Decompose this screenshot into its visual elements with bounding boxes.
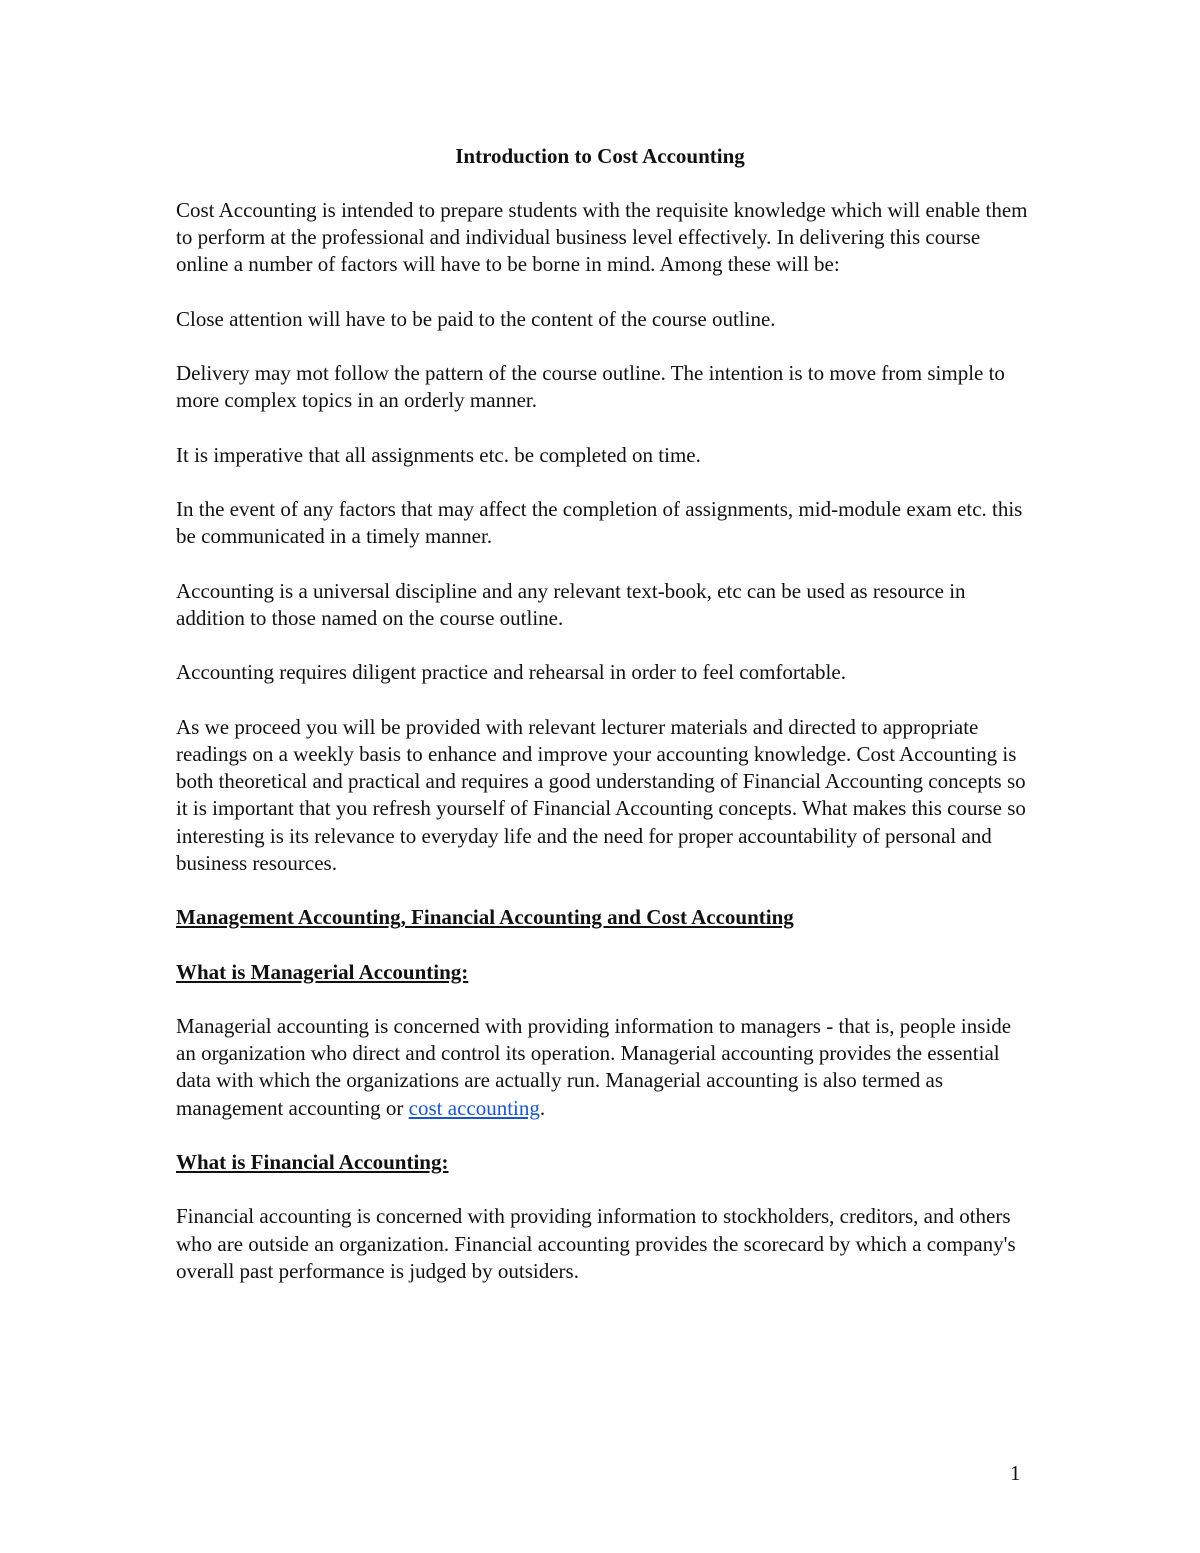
- section-heading: Management Accounting, Financial Accounting and Cost Accounting: [176, 905, 794, 930]
- document-body: [176, 197, 1036, 1312]
- managerial-heading: What is Managerial Accounting:: [176, 959, 469, 984]
- point-paragraph: Accounting requires diligent practice and rehearsal in order to feel comfortable.: [176, 660, 846, 685]
- document-title: Introduction to Cost Accounting: [455, 144, 745, 168]
- managerial-paragraph: [176, 1013, 1036, 1122]
- cost-accounting-link[interactable]: cost accounting: [408, 1095, 540, 1120]
- managerial-text-end: .: [539, 1095, 546, 1120]
- financial-paragraph: Financial accounting is concerned with providing information to stockholders, creditors, and others who are outside an organization. Financial accounting provides the scorecard by which a company's overall past performance is judged by outsiders.: [176, 1204, 1016, 1283]
- point-paragraph: Accounting is a universal discipline and any relevant text-book, etc can be used as resource in addition to those named on the course outline.: [176, 578, 966, 630]
- intro-paragraph: Cost Accounting is intended to prepare students with the requisite knowledge which will enable them to perform at the professional and individual business level effectively. In delivering this course online a number of factors will have to be borne in mind. Among these will be:: [176, 198, 1028, 277]
- point-paragraph: Close attention will have to be paid to the content of the course outline.: [176, 306, 776, 331]
- page-number: 1: [1010, 1461, 1021, 1485]
- closing-paragraph: As we proceed you will be provided with relevant lecturer materials and directed to appropriate readings on a weekly basis to enhance and improve your accounting knowledge. Cost Accounting is both theoretical and practical and requires a good understanding of Financial Accounting concepts so it is important that you refresh yourself of Financial Accounting concepts. What makes this course so interesting is its relevance to everyday life and the need for proper accountability of personal and business resources.: [176, 714, 1026, 875]
- point-paragraph: Delivery may mot follow the pattern of the course outline. The intention is to move from simple to more complex topics in an orderly manner.: [176, 361, 1005, 413]
- financial-heading: What is Financial Accounting:: [176, 1149, 449, 1174]
- managerial-text: Managerial accounting is concerned with providing information to managers - that is, people inside an organization who direct and control its operation. Managerial accounting provides the essential data with which the organizations are actually run. Managerial accounting is also termed as management accounting or: [176, 1013, 1012, 1120]
- point-paragraph: In the event of any factors that may affect the completion of assignments, mid-module exam etc. this be communicated in a timely manner.: [176, 497, 1023, 549]
- point-paragraph: It is imperative that all assignments etc. be completed on time.: [176, 442, 701, 467]
